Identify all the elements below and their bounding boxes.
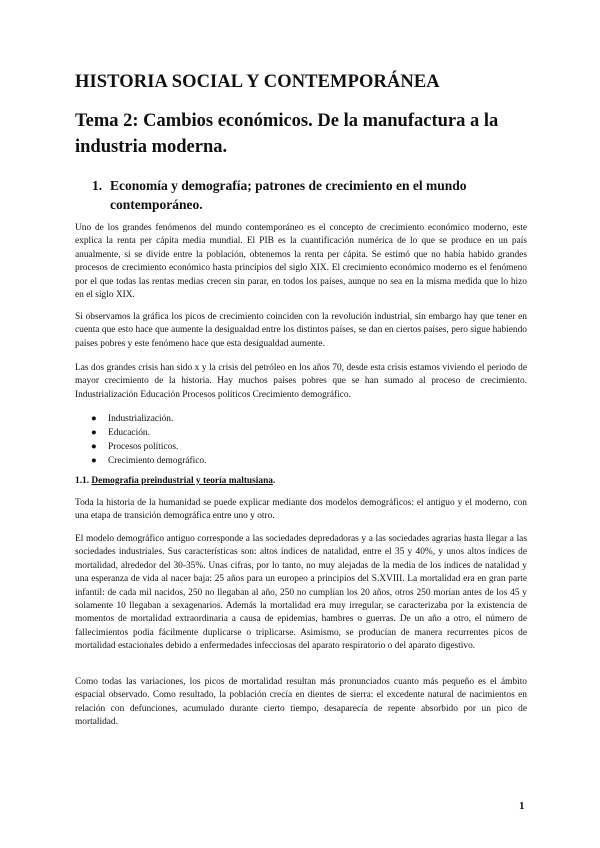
subsection-heading: 1.1. Demografía preindustrial y teoría maltusiana. [75,476,276,486]
paragraph-4: Toda la historia de la humanidad se puede explicar mediante dos modelos demográficos: el antiguo y el moderno, con una etapa de transición demográfica entre uno y otro. [75,498,527,522]
bullet-icon: ● [91,442,97,452]
paragraph-1: Uno de los grandes fenómenos del mundo contemporáneo es el concepto de crecimiento económico moderno, este explica la renta per cápita media mundial. El PIB es la cuantificación numérica de lo que se produce en un país anualmente, si se divide entre la población, obtenemos la renta per cápita. Se estimó que no había habido grandes procesos de crecimiento económico hasta principios del siglo XIX. El crecimiento económico moderno es el fenómeno por el que todas las rentas medias crecen sin parar, en todos los países, aunque no sea en la misma medida que lo hizo en el siglo XIX. [75,223,527,301]
bullet-icon: ● [91,428,97,438]
subsection-title: Demografía preindustrial y teoría maltusiana [91,476,273,486]
paragraph-5: El modelo demográfico antiguo corresponde a las sociedades depredadoras y a las sociedades agrarias hasta llegar a las sociedades industriales. Sus características son: altos índices de natalidad, entre el 35 y 40%, y unos altos índices de mortalidad, alrededor del 30-35%. Unas cifras, por lo tanto, no muy alejadas de la media de los índices de natalidad y una esperanza de vida al nacer baja: 25 años para un europeo a principios del S.XVIII. La mortalidad era en gran parte infantil: de cada mil nacidos, 250 no llegaban al año, 250 no cumplían los 20 años, otros 250 morían antes de los 45 y solamente 10 llegaban a sexagenarios. Además la mortalidad era muy irregular, se caracterizaba por la existencia de momentos de mortalidad extraordinaria a causa de epidemias, hambres o guerras. De un año a otro, el número de fallecimientos podía fácilmente duplicarse o triplicarse. Asimismo, se producían de manera recurrentes picos de mortalidad estacionales debido a enfermedades infecciosas del aparato respiratorio o del aparato digestivo. [75,534,527,652]
list-item: ● Procesos políticos. [75,440,515,454]
list-item: ● Crecimiento demográfico. [75,454,515,468]
topic-heading: Tema 2: Cambios económicos. De la manufactura a la industria moderna. [75,111,499,157]
paragraph-3: Las dos grandes crisis han sido x y la crisis del petróleo en los años 70, desde esta crisis estamos viviendo el periodo de mayor crecimiento de la historia. Hay muchos países pobres que se han sumado al proceso de crecimiento. Industrialización Educación Procesos políticos Crecimiento demográfico. [75,363,527,400]
bullet-icon: ● [91,456,97,466]
bullet-list [75,412,515,468]
section-heading [92,176,532,214]
subsection-number: 1.1. [75,476,90,486]
paragraph-2: Si observamos la gráfica los picos de crecimiento coinciden con la revolución industrial, sin embargo hay que tener en cuenta que esto hace que aumente la desigualdad entre los distintos países, se dan en ciertos países, pero sigue habiendo países pobres y este fenómeno hace que esta desigualdad aumente. [75,312,527,349]
list-item: ● Industrialización. [75,412,515,426]
paragraph-6: Como todas las variaciones, los picos de mortalidad resultan más pronunciados cuanto más pequeño es el ámbito espacial observado. Como resultado, la población crecía en dientes de sierra: el excedente natural de nacimientos en relación con defunciones, acumulado durante cierto tiempo, desaparecía de repente absorbido por un pico de mortalidad. [75,677,527,728]
bullet-icon: ● [91,414,97,424]
section-number: 1. [92,178,103,193]
section-title: Economía y demografía; patrones de crecimiento en el mundo contemporáneo. [110,178,467,212]
document-title: HISTORIA SOCIAL Y CONTEMPORÁNEA [75,72,440,92]
page-number: 1 [519,800,525,812]
list-item: ● Educación. [75,426,515,440]
